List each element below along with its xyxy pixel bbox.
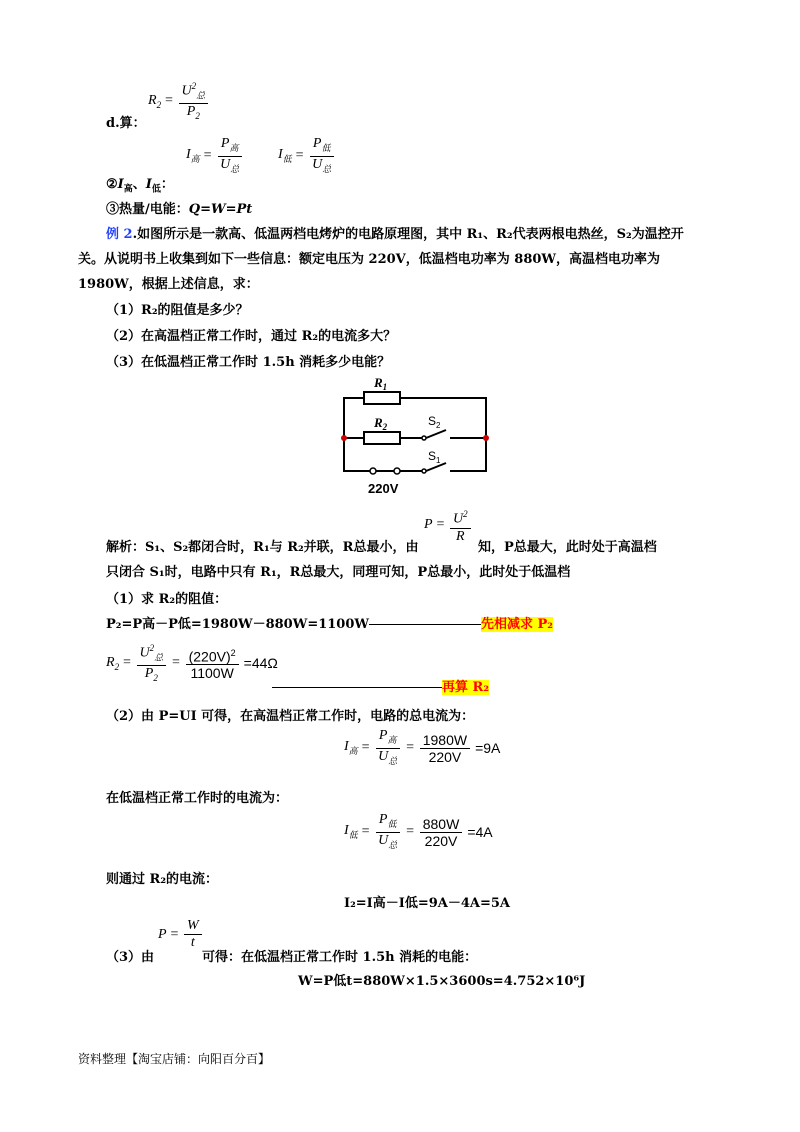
item2-label: $②I_高$、$I_低$： (106, 177, 174, 195)
formula-r2-definition: $R_2$ = $\frac{U^2_总}{P_2}$ (148, 78, 210, 124)
terminal-right (394, 468, 400, 474)
note-then-r2: 再算 R₂ (442, 680, 490, 695)
switch-s2 (426, 430, 446, 438)
question-2: （2）在高温档正常工作时，通过 R₂的电流多大？ (106, 329, 397, 344)
label-s2: $S_2$ (428, 414, 441, 430)
i2-title: 则通过 R₂的电流： (106, 872, 219, 887)
step-3-text: 可得：在低温档正常工作时 1.5h 消耗的电能： (202, 950, 478, 965)
label-r1: $R_1$ (374, 375, 388, 392)
note-subtract-first: 先相减求 P₂ (481, 617, 553, 632)
junction-right (483, 435, 489, 441)
question-3: （3）在低温档正常工作时 1.5h 消耗多少电能？ (106, 355, 391, 370)
junction-left (341, 435, 347, 441)
r2-note (272, 676, 489, 695)
i2-calculation: I₂=I高－I低=9A－4A=5A (344, 896, 511, 911)
example-line-2: 关。从说明书上收集到如下一些信息：额定电压为 220V，低温档电功率为 880W，高温档电功率为 (78, 252, 661, 267)
formula-i-low: $I_低$ = $\frac{P_低}{U_总}$ (278, 136, 336, 177)
energy-calculation: W=P低t=880W×1.5×3600s=4.752×10⁶J (298, 974, 586, 989)
d-label: d.算： (106, 116, 146, 131)
label-s1: $S_1$ (428, 449, 441, 465)
circuit-diagram (330, 372, 500, 502)
r2-calculation: $R_2$ = $\frac{U^2_总}{P_2}$ = $\frac{(220V)^2}{1100W}$ =44Ω (106, 640, 278, 686)
formula-p-w-t: P = $\frac{W}{t}$ (158, 918, 204, 951)
step-1-title: （1）求 R₂的阻值： (106, 592, 228, 607)
label-voltage: 220V (368, 481, 399, 496)
example-line-3: 1980W，根据上述信息，求： (78, 277, 259, 292)
i-low-calculation: $I_低$ = $\frac{P_低}{U_总}$ = $\frac{880W}{220V}$ =4A (344, 812, 493, 850)
formula-i-high: $I_高$ = $\frac{P_高}{U_总}$ (186, 136, 244, 177)
i-high-calculation: $I_高$ = $\frac{P_高}{U_总}$ = $\frac{1980W}{220V}$ =9A (344, 728, 501, 766)
step-2-title: （2）由 P=UI 可得，在高温档正常工作时，电路的总电流为： (106, 709, 475, 724)
example-label: 例 2 (106, 227, 133, 242)
step-3-prefix: （3）由 (106, 950, 155, 965)
label-r2: $R_2$ (374, 415, 388, 432)
analysis-line-1b: 知，P总最大，此时处于高温档 (478, 540, 657, 555)
formula-p-u2-r: P = $\frac{U^2}{R}$ (424, 506, 473, 545)
question-1: （1）R₂的阻值是多少？ (106, 303, 249, 318)
terminal-left (370, 468, 376, 474)
footer: 资料整理【淘宝店铺：向阳百分百】 (78, 1052, 271, 1066)
analysis-line-2: 只闭合 S₁时，电路中只有 R₁，R总最大，同理可知，P总最小，此时处于低温档 (106, 565, 571, 580)
item3-label: ③热量/电能：Q=W=Pt (106, 202, 253, 217)
example-line-1: 例 2.如图所示是一款高、低温两档电烤炉的电路原理图，其中 R₁、R₂代表两根电热丝，S₂为温控开 (106, 227, 684, 242)
resistor-r1 (364, 392, 400, 404)
analysis-line-1a: 解析：S₁、S₂都闭合时，R₁与 R₂并联，R总最小，由 (106, 540, 419, 555)
resistor-r2 (364, 432, 400, 444)
low-current-title: 在低温档正常工作时的电流为： (106, 791, 289, 806)
p2-calculation: P₂=P高－P低=1980W－880W=1100W 先相减求 P₂ (106, 617, 553, 632)
